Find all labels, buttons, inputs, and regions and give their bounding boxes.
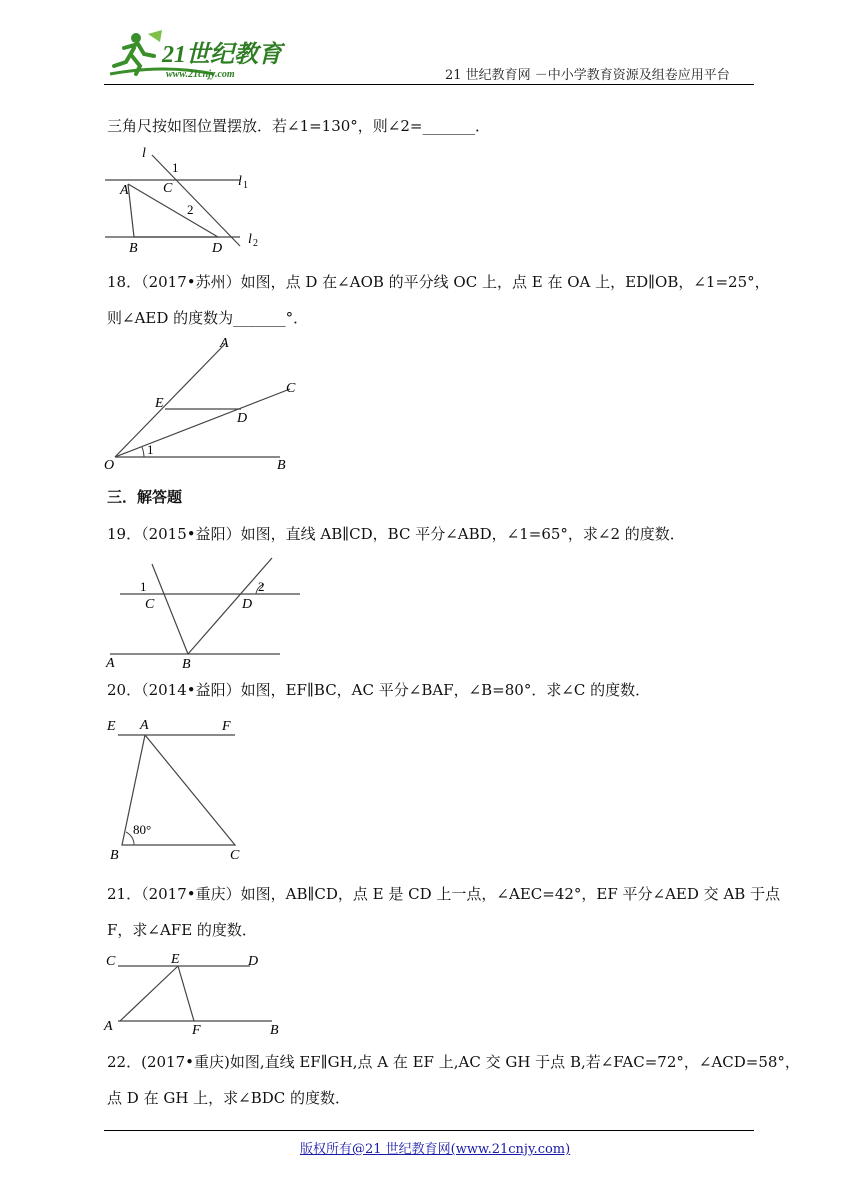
q21-label-B: B bbox=[270, 1023, 279, 1038]
q22-line2: 点 D 在 GH 上，求∠BDC 的度数． bbox=[107, 1089, 351, 1107]
q20-text: 20．（2014•益阳）如图，EF∥BC，AC 平分∠BAF，∠B=80°．求∠C 的度数． bbox=[107, 681, 651, 699]
q17-label-B: B bbox=[129, 241, 138, 255]
q19-label-A: A bbox=[106, 656, 115, 671]
q21-label-D: D bbox=[248, 954, 259, 969]
q18-label-O: O bbox=[104, 458, 115, 473]
q18-line1: 18．（2017•苏州）如图，点 D 在∠AOB 的平分线 OC 上，点 E 在 OA 上，ED∥OB，∠1=25°， bbox=[107, 273, 770, 291]
q17-label-D: D bbox=[212, 241, 223, 255]
q20-label-angle: 80° bbox=[133, 822, 152, 837]
q19-label-2: 2 bbox=[258, 579, 265, 594]
section-title: 三．解答题 bbox=[107, 488, 183, 506]
header-rule bbox=[104, 84, 754, 85]
q19-text: 19．（2015•益阳）如图，直线 AB∥CD，BC 平分∠ABD，∠1=65°，求∠2 的度数． bbox=[107, 525, 685, 543]
q17-label-l2-sub: 2 bbox=[253, 238, 258, 249]
footer-rule bbox=[104, 1130, 754, 1131]
q18-line2: 则∠AED 的度数为_______°． bbox=[107, 309, 309, 327]
logo-url: www.21cnjy.com bbox=[166, 69, 235, 80]
q17-label-l2: l bbox=[248, 232, 252, 247]
logo-text: 21世纪教育 bbox=[162, 42, 282, 68]
q21-label-F: F bbox=[192, 1023, 201, 1038]
q20-label-F: F bbox=[222, 719, 231, 734]
q20-figure bbox=[100, 708, 250, 868]
q21-figure bbox=[100, 944, 300, 1039]
q21-label-A: A bbox=[104, 1019, 113, 1034]
q17-label-l1-sub: 1 bbox=[243, 180, 248, 191]
q19-label-1: 1 bbox=[140, 579, 147, 594]
q17-label-2: 2 bbox=[187, 202, 194, 217]
q18-label-B: B bbox=[277, 458, 286, 473]
q21-line2: F，求∠AFE 的度数． bbox=[107, 921, 257, 939]
q21-label-E: E bbox=[171, 952, 180, 967]
q21-line1: 21．（2017•重庆）如图，AB∥CD，点 E 是 CD 上一点，∠AEC=42°，EF 平分∠AED 交 AB 于点 bbox=[107, 885, 781, 903]
q18-label-C: C bbox=[286, 381, 296, 396]
q17-label-A: A bbox=[120, 183, 129, 198]
q18-label-1: 1 bbox=[147, 442, 154, 457]
q17-label-l1: l bbox=[238, 174, 242, 189]
q17-label-l: l bbox=[142, 146, 146, 161]
q20-label-E: E bbox=[107, 719, 116, 734]
q21-label-C: C bbox=[106, 954, 116, 969]
footer-copyright-link[interactable]: 版权所有@21 世纪教育网(www.21cnjy.com) bbox=[300, 1142, 571, 1157]
q18-label-D: D bbox=[237, 411, 248, 426]
q18-label-A: A bbox=[220, 336, 229, 351]
q18-figure bbox=[100, 332, 310, 477]
q19-label-B: B bbox=[182, 657, 191, 671]
q17-label-1: 1 bbox=[172, 160, 179, 175]
header bbox=[0, 0, 861, 90]
q19-label-D: D bbox=[242, 597, 253, 612]
header-title: 21 世纪教育网 －中小学教育资源及组卷应用平台 bbox=[445, 68, 730, 83]
site-logo bbox=[104, 28, 289, 80]
q17-text: 三角尺按如图位置摆放．若∠1=130°，则∠2=_______． bbox=[107, 117, 490, 135]
q19-label-C: C bbox=[145, 597, 155, 612]
q20-label-C: C bbox=[230, 848, 240, 863]
q17-label-C: C bbox=[163, 181, 173, 196]
q22-line1: 22．(2017•重庆)如图,直线 EF∥GH,点 A 在 EF 上,AC 交 GH 于点 B,若∠FAC=72°，∠ACD=58°， bbox=[107, 1053, 800, 1071]
q20-label-A: A bbox=[140, 718, 149, 733]
q17-figure bbox=[100, 140, 275, 255]
q19-figure bbox=[100, 546, 310, 671]
q20-label-B: B bbox=[110, 848, 119, 863]
q18-label-E: E bbox=[155, 396, 164, 411]
